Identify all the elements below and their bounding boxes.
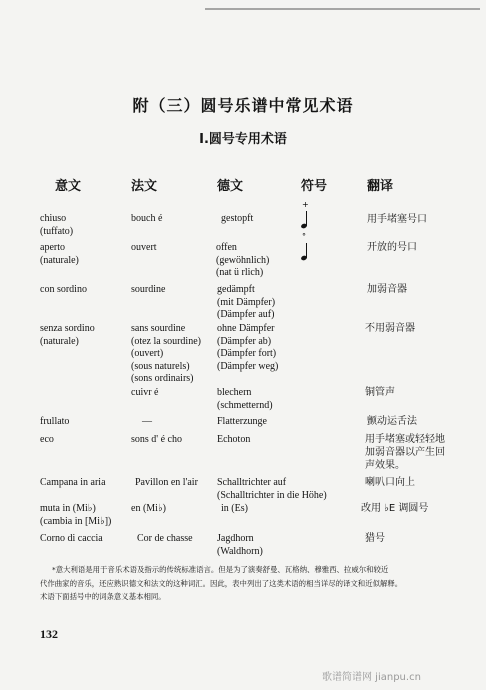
circle-sign: °: [302, 232, 306, 241]
row-2-german: offen (gewöhnlich) (nat ü rlich): [216, 242, 270, 278]
row-2-italian: aperto (naturale): [40, 242, 79, 266]
open-note-symbol: [297, 232, 313, 267]
section-subtitle: Ⅰ.圆号专用术语: [199, 132, 287, 147]
row-8-german: Schalltrichter auf (Schalltrichter in die Höhe): [217, 477, 327, 501]
footnote-line-1: *意大利语是用于音乐术语及指示的传统标准语言。但是为了演奏舒曼、瓦格纳、穆雅西、拉威尔和较近: [52, 565, 389, 574]
stopped-note-symbol: [297, 200, 313, 235]
row-6-french: —: [142, 416, 152, 427]
row-9-italian: muta in (Mi♭) (cambia in [Mi♭]): [40, 503, 112, 527]
header-italian: 意文: [55, 179, 82, 194]
page-title: 附（三）圆号乐谱中常见术语: [132, 96, 354, 115]
row-10-italian: Corno di caccia: [40, 533, 103, 544]
header-translation: 翻译: [367, 179, 394, 194]
row-3-italian: con sordino: [40, 284, 87, 295]
row-4-italian: senza sordino (naturale): [40, 323, 95, 347]
row-8-translation: 喇叭口向上: [365, 477, 415, 488]
row-6-italian: frullato: [40, 416, 70, 427]
row-9-german: in (Es): [221, 503, 248, 514]
row-10-french: Cor de chasse: [137, 533, 193, 544]
row-7-italian: eco: [40, 434, 54, 445]
row-9-french: en (Mi♭): [131, 503, 166, 514]
row-3-german: gedämpft (mit Dämpfer) (Dämpfer auf): [217, 284, 276, 320]
row-8-french: Pavillon en l'air: [135, 477, 198, 488]
row-5-french: cuivr é: [131, 387, 159, 398]
row-1-translation: 用手堵塞号口: [367, 214, 427, 225]
row-3-french: sourdine: [131, 284, 166, 295]
row-2-french: ouvert: [131, 242, 157, 253]
footnote-line-2: 代作曲家的音乐，还应熟识德文和法文的这种词汇。因此，表中列出了这类术语的相当详尽的译文和近似解释。: [40, 578, 403, 588]
row-7-french: sons d' é cho: [131, 434, 182, 445]
scan-edge-line: [205, 8, 480, 10]
row-3-translation: 加弱音器: [367, 284, 407, 295]
footnote-line-3: 术语下面括号中的词条意义基本相同。: [40, 592, 166, 601]
row-4-french: sans sourdine (otez la sourdine) (ouvert) (sous naturels) (sons ordinairs): [131, 323, 201, 384]
row-1-german: gestopft: [221, 213, 254, 224]
row-4-translation: 不用弱音器: [365, 323, 415, 334]
row-7-translation: 用手堵塞或轻轻地 加弱音器以产生回 声效果。: [365, 434, 445, 471]
row-1-italian: chiuso (tuffato): [40, 213, 74, 237]
row-7-german: Echoton: [217, 434, 251, 445]
plus-sign: +: [302, 200, 309, 209]
header-german: 德文: [217, 179, 244, 194]
row-5-german: blechern (schmetternd): [217, 387, 273, 411]
row-4-german: ohne Dämpfer (Dämpfer ab) (Dämpfer fort) (Dämpfer weg): [217, 323, 279, 372]
row-1-french: bouch é: [131, 213, 163, 224]
row-2-translation: 开放的号口: [367, 242, 417, 253]
row-5-translation: 铜管声: [365, 387, 395, 398]
row-8-italian: Campana in aria: [40, 477, 106, 488]
row-10-german: Jagdhorn (Waldhorn): [217, 533, 263, 557]
row-6-german: Flatterzunge: [217, 416, 267, 427]
header-symbol: 符号: [301, 179, 328, 194]
header-french: 法文: [131, 179, 158, 194]
watermark: 歌谱简谱网 jianpu.cn: [322, 672, 421, 683]
page-number: 132: [40, 627, 58, 641]
footnote: [40, 563, 460, 604]
row-6-translation: 颤动运舌法: [367, 416, 417, 427]
row-9-translation: 改用 ♭E 调圆号: [361, 503, 429, 514]
row-10-translation: 猎号: [365, 533, 385, 544]
